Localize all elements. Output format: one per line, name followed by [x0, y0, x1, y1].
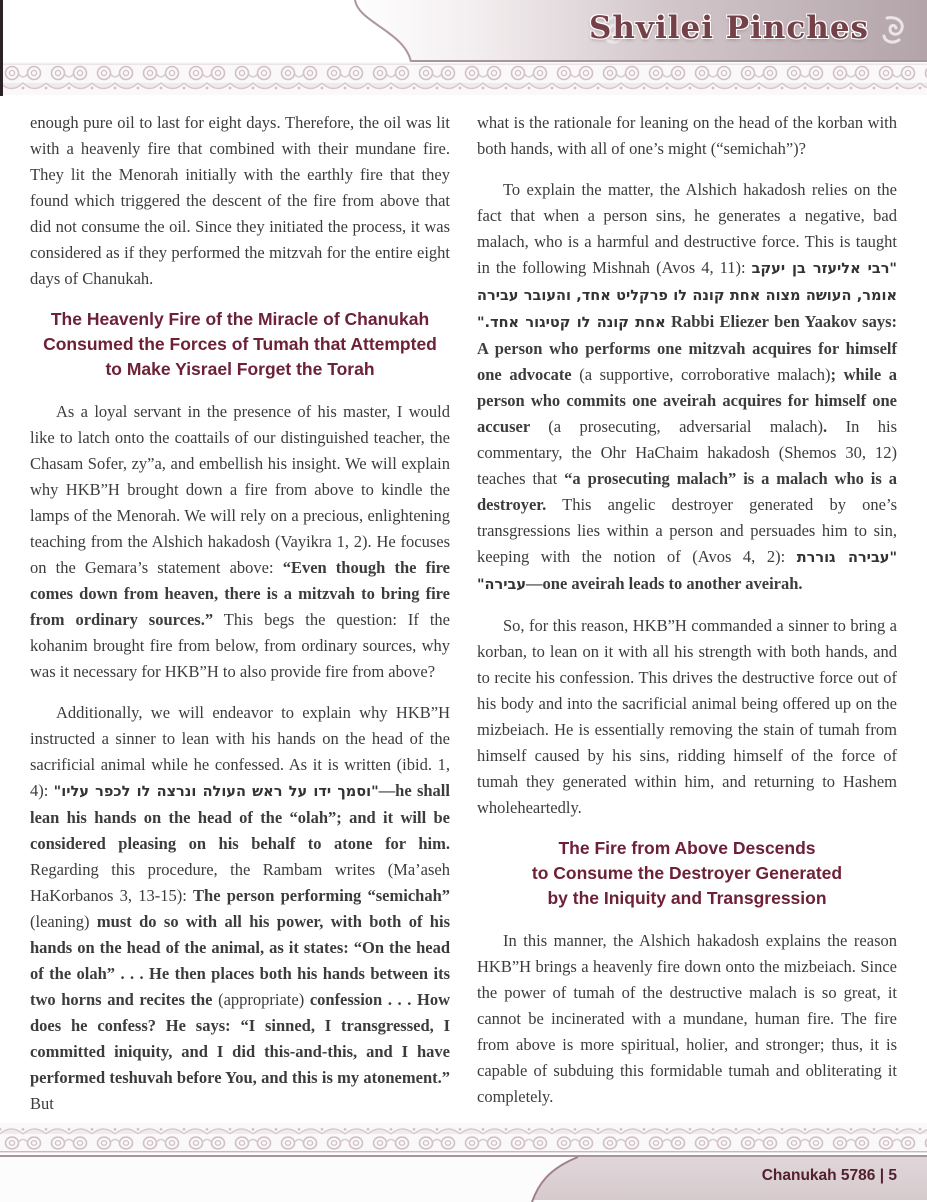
text-run: (leaning) — [30, 912, 97, 931]
text-run: must do so with all his power, with both of his hands on the head of the animal, as it states: “On the head of the olah” . . . He then places both his hands between its two horns and recites the — [30, 912, 450, 1009]
paragraph — [30, 399, 450, 685]
text-run: Regarding this procedure, the Rambam writes (Ma’aseh HaKorbanos 3, 13-15): — [30, 860, 450, 905]
text-run: —he shall lean his hands on the head of the “olah”; and it will be considered pleasing on his behalf to atone for him. — [30, 781, 450, 853]
scan-edge-artifact — [0, 0, 3, 96]
paragraph — [477, 110, 897, 162]
text-run: To explain the matter, the Alshich hakadosh relies on the fact that when a person sins, he generates a negative, bad malach, who is a harmful and destructive force. This is taught in the following Mishnah (Avos 4, 11): — [477, 180, 897, 277]
paragraph — [477, 928, 897, 1110]
content-column-right — [477, 110, 897, 1121]
header-curve-divider — [0, 0, 430, 62]
footer-curve-divider — [0, 1157, 600, 1202]
text-run: enough pure oil to last for eight days. Therefore, the oil was lit with a heavenly fire that combined with their mundane fire. They lit the Menorah initially with the earthly fire that they found which triggered the descent of the fire from above that did not consume the oil. Since they initiated the process, it was considered as if they performed the mitzvah for the entire eight days of Chanukah. — [30, 113, 450, 288]
text-run: But — [30, 1094, 54, 1113]
text-run: The person performing “semichah” — [193, 886, 451, 905]
text-run: So, for this reason, HKB”H commanded a sinner to bring a korban, to lean on it with all his strength with both hands, and to recite his confession. This drives the destructive force out of his body and into the sacrificial animal being offered up on the mizbeiach. He is essentially removing the stain of tumah from himself caused by his sins, ridding himself of the force of tumah they generated within him, and returning to Hashem wholeheartedly. — [477, 616, 897, 817]
page-number: Chanukah 5786 | 5 — [761, 1167, 897, 1184]
text-run: “a prosecuting malach” is a malach who is a destroyer. — [477, 469, 897, 514]
lace-border-bottom — [0, 1123, 927, 1153]
text-run: As a loyal servant in the presence of his master, I would like to latch onto the coattails of our distinguished teacher, the Chasam Sofer, zy”a, and embellish his insight. We will explain why HKB”H brought down a fire from above to kindle the lamps of the Menorah. We will rely on a precious, enlightening teaching from the Alshich hakadosh (Vayikra 1, 2). He focuses on the Gemara’s statement above: — [30, 402, 450, 577]
ornament-swirl-icon — [879, 14, 909, 48]
paragraph — [477, 177, 897, 598]
text-run: In his commentary, the Ohr HaChaim hakadosh (Shemos 30, 12) teaches that — [477, 417, 898, 488]
hebrew-quote: "וסמך ידו על ראש העולה ונרצה לו לכפר עליו" — [53, 784, 379, 800]
journal-title: Shvilei Pinches — [589, 10, 869, 46]
footer-band — [0, 1155, 927, 1200]
text-run: Rabbi Eliezer ben Yaakov says: A person who performs one mitzvah acquires for himself one advocate — [477, 312, 898, 384]
text-run: “Even though the fire comes down from heaven, there is a mitzvah to bring fire from ordinary sources.” — [30, 558, 450, 629]
page-footer — [0, 1123, 927, 1200]
text-run: (a supportive, corroborative malach) — [579, 365, 831, 384]
page-body — [0, 95, 927, 1121]
text-run: Additionally, we will endeavor to explain why HKB”H instructed a sinner to lean with his hands on the head of the sacrificial animal while he confessed. As it is written (ibid. 1, 4): — [30, 703, 450, 800]
section-heading: The Heavenly Fire of the Miracle of Chanukah Consumed the Forces of Tumah that Attempted to Make Yisrael Forget the Torah — [43, 309, 437, 379]
hebrew-quote: "עבירה גוררת עבירה" — [477, 550, 897, 593]
lace-border-top — [0, 62, 927, 95]
text-run: This angelic destroyer generated by one’s transgressions lies within a person and persuades him to sin, keeping with the notion of (Avos 4, 2): — [477, 495, 897, 566]
section-heading: The Fire from Above Descends to Consume the Destroyer Generated by the Iniquity and Transgression — [531, 838, 843, 908]
content-column-left — [30, 110, 450, 1121]
paragraph — [30, 700, 450, 1117]
text-run: . — [823, 417, 828, 436]
text-run: In this manner, the Alshich hakadosh explains the reason HKB”H brings a heavenly fire down onto the mizbeiach. Since the power of tumah of the destructive malach is so great, it cannot be incinerated with a mundane, human fire. The fire from above is more spiritual, holier, and stronger; thus, it is capable of subduing this formidable tumah and obliterating it completely. — [477, 931, 897, 1106]
page-header — [0, 0, 927, 62]
text-run: —one aveirah leads to another aveirah. — [526, 574, 803, 593]
text-run: ; while a person who commits one aveirah acquires for himself one accuser — [477, 365, 897, 436]
paragraph — [30, 110, 450, 292]
paragraph — [477, 613, 897, 821]
hebrew-quote: "רבי אליעזר בן יעקב אומר, העושה מצוה אחת קונה לו פרקליט אחד, והעובר עבירה אחת קונה לו קטיגור אחד." — [477, 261, 897, 331]
text-run: (appropriate) — [218, 990, 310, 1009]
text-run: what is the rationale for leaning on the head of the korban with both hands, with all of one’s might (“semichah”)? — [477, 113, 897, 158]
text-run: This begs the question: If the kohanim brought fire from below, from ordinary sources, why was it necessary for HKB”H to also provide fire from above? — [30, 610, 450, 681]
text-run: confession . . . How does he confess? He says: “I sinned, I transgressed, I committed iniquity, and I did this-and-this, and I have performed teshuvah before You, and this is my atonement.” — [30, 990, 450, 1087]
text-run: (a prosecuting, adversarial malach) — [548, 417, 824, 436]
